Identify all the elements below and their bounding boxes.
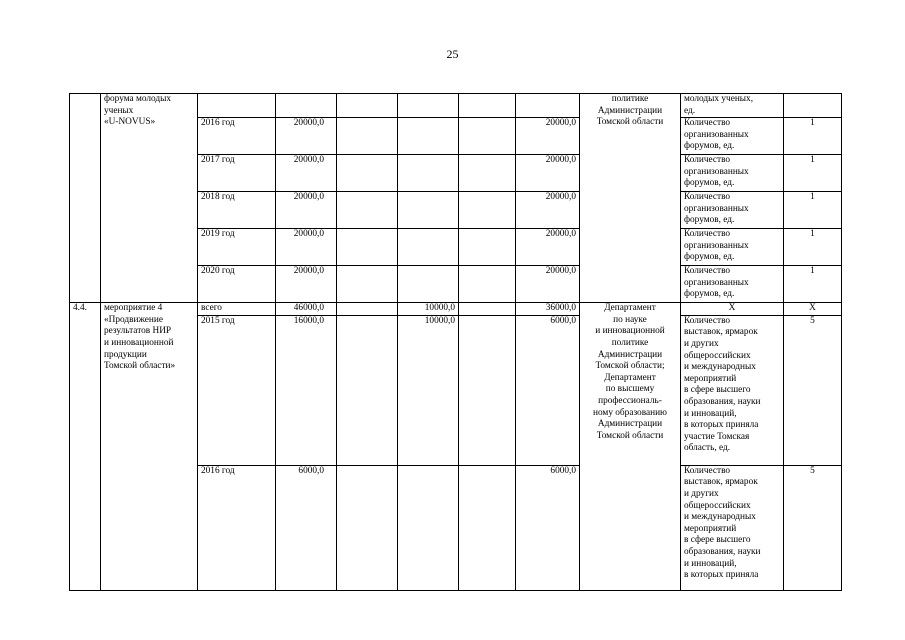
indicator-value-cell: 1 (784, 118, 842, 155)
indicator-value-cell: 1 (784, 155, 842, 192)
year-cell: 2017 год (198, 155, 276, 192)
indicator-value-cell: 1 (784, 266, 842, 303)
indicator-cell: Количество организованных форумов, ед. (681, 118, 784, 155)
total-cell: 20000,0 (276, 229, 337, 266)
budget-cell (398, 465, 459, 590)
year-cell: всего (198, 303, 276, 316)
program-table (69, 93, 842, 591)
indicator-cell: Количество выставок, ярмарок и других общероссийских и международных мероприятий в сфере высшего образования, науки и инноваций, в которых приняла участие Томская область, ед. (681, 315, 784, 465)
total-cell: 46000,0 (276, 303, 337, 316)
indicator-cell: X (681, 303, 784, 316)
budget-cell: 10000,0 (398, 303, 459, 316)
budget-cell: 20000,0 (516, 118, 580, 155)
indicator-cell: Количество организованных форумов, ед. (681, 266, 784, 303)
budget-cell: 36000,0 (516, 303, 580, 316)
total-cell: 16000,0 (276, 315, 337, 465)
budget-cell: 20000,0 (516, 192, 580, 229)
budget-cell: 20000,0 (516, 229, 580, 266)
row-number-cell (70, 94, 101, 303)
year-cell: 2016 год (198, 465, 276, 590)
indicator-cell: молодых ученых, ед. (681, 94, 784, 118)
total-cell: 20000,0 (276, 155, 337, 192)
indicator-cell: Количество организованных форумов, ед. (681, 155, 784, 192)
page-number: 25 (446, 47, 459, 61)
total-cell: 20000,0 (276, 192, 337, 229)
table-row (70, 94, 842, 118)
indicator-value-cell: X (784, 303, 842, 316)
indicator-cell: Количество организованных форумов, ед. (681, 192, 784, 229)
total-cell: 20000,0 (276, 266, 337, 303)
budget-cell: 20000,0 (516, 266, 580, 303)
measure-name-cell: форума молодых ученых «U-NOVUS» (101, 94, 198, 303)
total-cell: 20000,0 (276, 118, 337, 155)
indicator-cell: Количество организованных форумов, ед. (681, 229, 784, 266)
year-cell: 2020 год (198, 266, 276, 303)
year-cell: 2018 год (198, 192, 276, 229)
budget-cell: 10000,0 (398, 315, 459, 465)
year-cell: 2015 год (198, 315, 276, 465)
measure-name-cell: мероприятие 4 «Продвижение результатов НИР и инновационной продукции Томской области» (101, 303, 198, 591)
indicator-value-cell: 5 (784, 465, 842, 590)
indicator-value-cell: 5 (784, 315, 842, 465)
year-cell: 2019 год (198, 229, 276, 266)
row-number-cell: 4.4. (70, 303, 101, 591)
indicator-cell: Количество выставок, ярмарок и других общероссийских и международных мероприятий в сфере высшего образования, науки и инноваций, в которых приняла (681, 465, 784, 590)
budget-cell: 6000,0 (516, 465, 580, 590)
executor-cell: политике Администрации Томской области (580, 94, 681, 303)
executor-cell: Департамент по науке и инновационной политике Администрации Томской области; Департамент по высшему профессиональ- ному образованию Администрации Томской области (580, 303, 681, 591)
budget-cell: 6000,0 (516, 315, 580, 465)
indicator-value-cell: 1 (784, 229, 842, 266)
table-row (70, 303, 842, 316)
year-cell: 2016 год (198, 118, 276, 155)
budget-cell: 20000,0 (516, 155, 580, 192)
indicator-value-cell: 1 (784, 192, 842, 229)
total-cell: 6000,0 (276, 465, 337, 590)
